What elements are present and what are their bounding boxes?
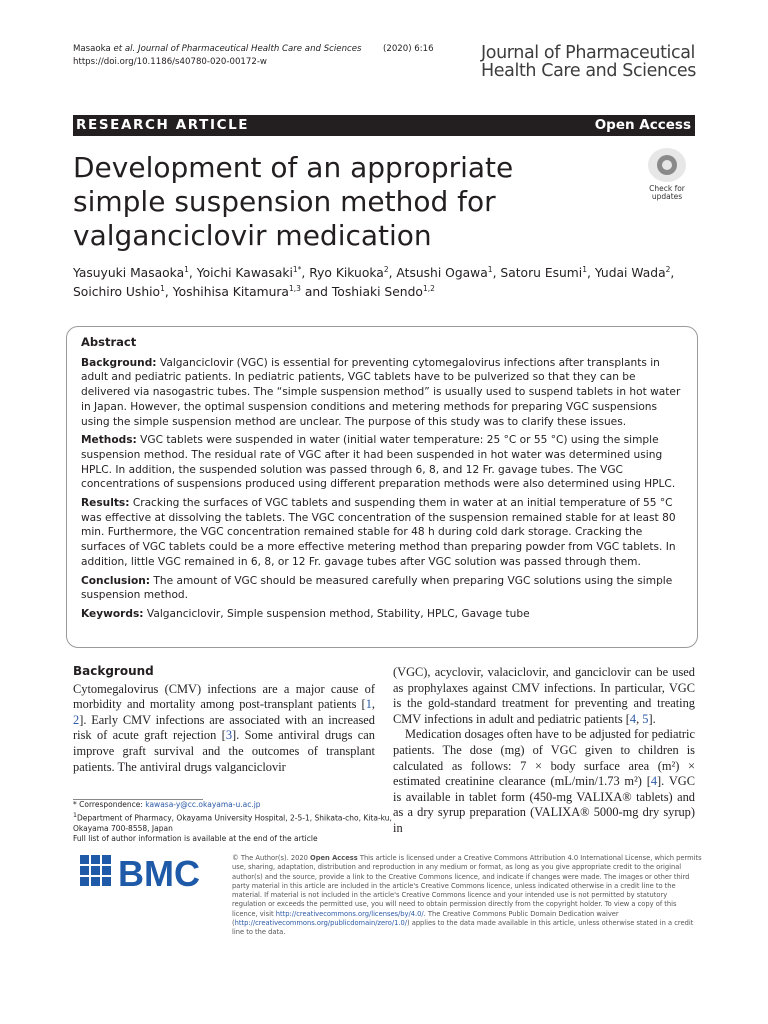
affiliation-number: 1 <box>73 811 77 819</box>
abstract-methods-text: VGC tablets were suspended in water (initial water temperature: 25 °C or 55 °C) using the simple suspension method. The residual rate of VGC after it had been suspended in hot water was determined using HPLC. In addition, the suspended solution was passed through 6, 8, and 12 Fr. gavage tubes. The VGC concentrations of suspensions produced using different preparation methods were also determined using HPLC. <box>81 434 676 491</box>
citation-link[interactable]: 3 <box>225 728 233 743</box>
author-name[interactable]: Yoichi Kawasaki <box>196 266 293 280</box>
abstract-box <box>66 326 698 648</box>
author-name[interactable]: Atsushi Ogawa <box>396 266 488 280</box>
citation-line <box>73 43 434 56</box>
body-paragraph <box>393 665 695 727</box>
abstract-background-label: Background: <box>81 356 157 369</box>
abstract-methods-label: Methods: <box>81 434 137 447</box>
citation-link[interactable]: 5 <box>642 711 649 726</box>
open-access-label: Open Access <box>594 117 691 133</box>
license-text: This article is licensed under a Creative Commons Attribution 4.0 International License, which permits use, sharing, adaptation, distribution and reproduction in any medium or format, as long as you give appropriate credit to the original author(s) and the source, provide a link to the Creative Commons licence, and indicate if changes were made. The images or other third party material in this article are included in the article's Creative Commons licence, unless indicated otherwise in a credit line to the material. If material is not included in the article's Creative Commons licence and your intended use is not permitted by statutory regulation or exceeds the permitted use, you will need to obtain permission directly from the copyright holder. To view a copy of this licence, visit <box>232 854 702 918</box>
citation-separator: , <box>636 711 643 726</box>
bmc-logo-text: BMC <box>118 853 200 893</box>
author-name[interactable]: Yudai Wada <box>594 266 666 280</box>
license-text: . The Creative Commons Public Domain Dedication waiver ( <box>232 909 619 928</box>
correspondence <box>73 800 393 811</box>
abstract-keywords <box>81 607 681 622</box>
body-column-right <box>393 665 695 837</box>
open-access-label-license: Open Access <box>310 854 358 862</box>
citation-journal: Journal of Pharmaceutical Health Care and Sciences <box>138 44 362 54</box>
copyright: © The Author(s). 2020 <box>232 854 308 862</box>
abstract-results <box>81 496 681 570</box>
body-text: ]. <box>648 711 656 726</box>
author-affiliation: 1,3 <box>288 283 301 293</box>
journal-name <box>481 44 696 80</box>
affiliation-text: Department of Pharmacy, Okayama University Hospital, 2-5-1, Shikata-cho, Kita-ku, Okayama 700-8558, Japan <box>73 813 392 833</box>
abstract-conclusion-text: The amount of VGC should be measured carefully when preparing VGC solutions using the simple suspension method. <box>81 574 673 602</box>
abstract-conclusion <box>81 574 681 603</box>
citation-separator: , <box>371 697 375 712</box>
author-name[interactable]: Toshiaki Sendo <box>331 285 423 299</box>
body-paragraph <box>393 727 695 836</box>
doi-link[interactable]: https://doi.org/10.1186/s40780-020-00172-w <box>73 56 267 67</box>
abstract-background <box>81 356 681 430</box>
authors-and: and <box>304 285 328 299</box>
author-name[interactable]: Yasuyuki Masaoka <box>73 266 185 280</box>
author-affiliation: 2 <box>665 264 671 274</box>
author-name[interactable]: Satoru Esumi <box>500 266 583 280</box>
email-link[interactable]: kawasa-y@cc.okayama-u.ac.jp <box>145 800 261 809</box>
author-info-note: Full list of author information is available at the end of the article <box>73 834 318 843</box>
check-for-updates-button[interactable] <box>644 148 690 203</box>
author-name[interactable]: Yoshihisa Kitamura <box>172 285 289 299</box>
abstract-background-text: Valganciclovir (VGC) is essential for preventing cytomegalovirus infections after transplants in adult and pediatric patients. In pediatric patients, VGC tablets have to be pulverized so that they can be delivered via nasogastric tubes. The “simple suspension method” is usually used to suspend tablets in hot water in Japan. However, the optimal suspension conditions and metering methods for preparing VGC suspensions using the simple suspension method are unclear. The purpose of this study was to clarify these issues. <box>81 356 681 428</box>
body-column-left <box>73 664 375 775</box>
abstract-results-label: Results: <box>81 497 130 510</box>
body-text: ]. Early CMV infections are associated with an increased risk of acute graft rejection [ <box>73 712 375 743</box>
author-affiliation: 1 <box>487 264 493 274</box>
abstract-conclusion-label: Conclusion: <box>81 574 151 587</box>
check-updates-line1: Check for <box>649 184 685 193</box>
section-heading-background: Background <box>73 664 154 678</box>
author-affiliation: 1 <box>184 264 189 274</box>
author-affiliation: 2 <box>383 264 389 274</box>
author-affiliation: 1,2 <box>422 283 435 293</box>
citation-authors: Masaoka <box>73 44 111 54</box>
author-affiliation: 1 <box>160 283 165 293</box>
citation-link[interactable]: 2 <box>73 712 80 727</box>
article-type-banner <box>73 115 695 136</box>
author-affiliation: 1 <box>582 264 587 274</box>
citation-link[interactable]: 1 <box>365 697 372 712</box>
bmc-logo <box>80 853 220 893</box>
body-text: ]. Some antiviral drugs can improve graft survival and the outcomes of transplant patients. The antiviral drugs valganciclovir <box>73 728 375 774</box>
abstract-keywords-label: Keywords: <box>81 607 144 620</box>
article-type: RESEARCH ARTICLE <box>76 117 250 133</box>
author-name[interactable]: Ryo Kikuoka <box>309 266 384 280</box>
abstract-results-text: Cracking the surfaces of VGC tablets and suspending them in water at an initial temperature of 55 °C was effective at dissolving the tablets. The VGC concentration of the suspension remained stable for at least 80 min. Furthermore, the VGC concentration remained stable for 48 h during cold dark storage. Cracking the surfaces of VGC tablets could be a more effective metering method than preparing powder from VGC tablets. In addition, little VGC remained in 6, 8, or 12 Fr. gavage tubes after VGC solution was passed through them. <box>81 497 676 568</box>
citation-header <box>73 43 434 68</box>
correspondence-label: * Correspondence: <box>73 800 143 809</box>
citation-link[interactable]: 4 <box>629 711 637 726</box>
journal-name-line1: Journal of Pharmaceutical <box>481 43 696 63</box>
cc-by-link[interactable]: http://creativecommons.org/licenses/by/4.0/ <box>275 909 424 918</box>
body-text: ]. VGC is available in tablet form (450-mg VALIXA® tablets) and as a dry syrup preparation (VALIXA® 5000-mg dry syrup) in <box>393 774 696 835</box>
affiliation <box>73 811 393 835</box>
check-updates-icon <box>648 148 686 182</box>
body-paragraph <box>73 682 375 776</box>
check-updates-line2: updates <box>651 192 683 201</box>
citation-etal: et al. <box>113 44 136 54</box>
license-text: ) applies to the data made available in this article, unless otherwise stated in a credit line to the data. <box>232 919 694 937</box>
body-text: (VGC), acyclovir, valaciclovir, and ganciclovir can be used as prophylaxes against CMV infections. In particular, VGC is the gold-standard treatment for preventing and treating CMV infections in adult and pediatric patients [ <box>393 665 695 726</box>
abstract-methods <box>81 433 681 492</box>
citation-link[interactable]: 4 <box>650 774 658 789</box>
license-statement <box>232 854 702 938</box>
citation-year: (2020) 6:16 <box>383 44 434 54</box>
body-text: Cytomegalovirus (CMV) infections are a major cause of morbidity and mortality among post-transplant patients [ <box>73 681 375 712</box>
author-name[interactable]: Soichiro Ushio <box>73 285 161 299</box>
journal-name-line2: Health Care and Sciences <box>481 61 696 81</box>
cc-zero-link[interactable]: http://creativecommons.org/publicdomain/zero/1.0/ <box>234 919 407 928</box>
body-text: Medication dosages often have to be adjusted for pediatric patients. The dose (mg) of VGC given to children is calculated as follows: 7 × body surface area (m²) × estimated creatinine clearance (mL/min/1.73 m²) [ <box>393 727 695 789</box>
author-list: Yasuyuki Masaoka$^1$, Yoichi Kawasaki$^{1*}$, Ryo Kikuoka$^2$, Atsushi Ogawa$^1$, Satoru Esumi$^1$, Yudai Wada$^2$, Soichiro Ushio$^1$, Yoshihisa Kitamura$^{1,3}$ and Toshiaki Sendo$^{1,2}$ <box>73 264 675 299</box>
footnotes <box>73 800 393 845</box>
author-affiliation: 1* <box>292 264 302 274</box>
article-title: Development of an appropriate simple suspension method for valganciclovir medication <box>73 151 514 252</box>
abstract-heading: Abstract <box>81 335 137 349</box>
abstract-keywords-text: Valganciclovir, Simple suspension method, Stability, HPLC, Gavage tube <box>146 607 530 620</box>
